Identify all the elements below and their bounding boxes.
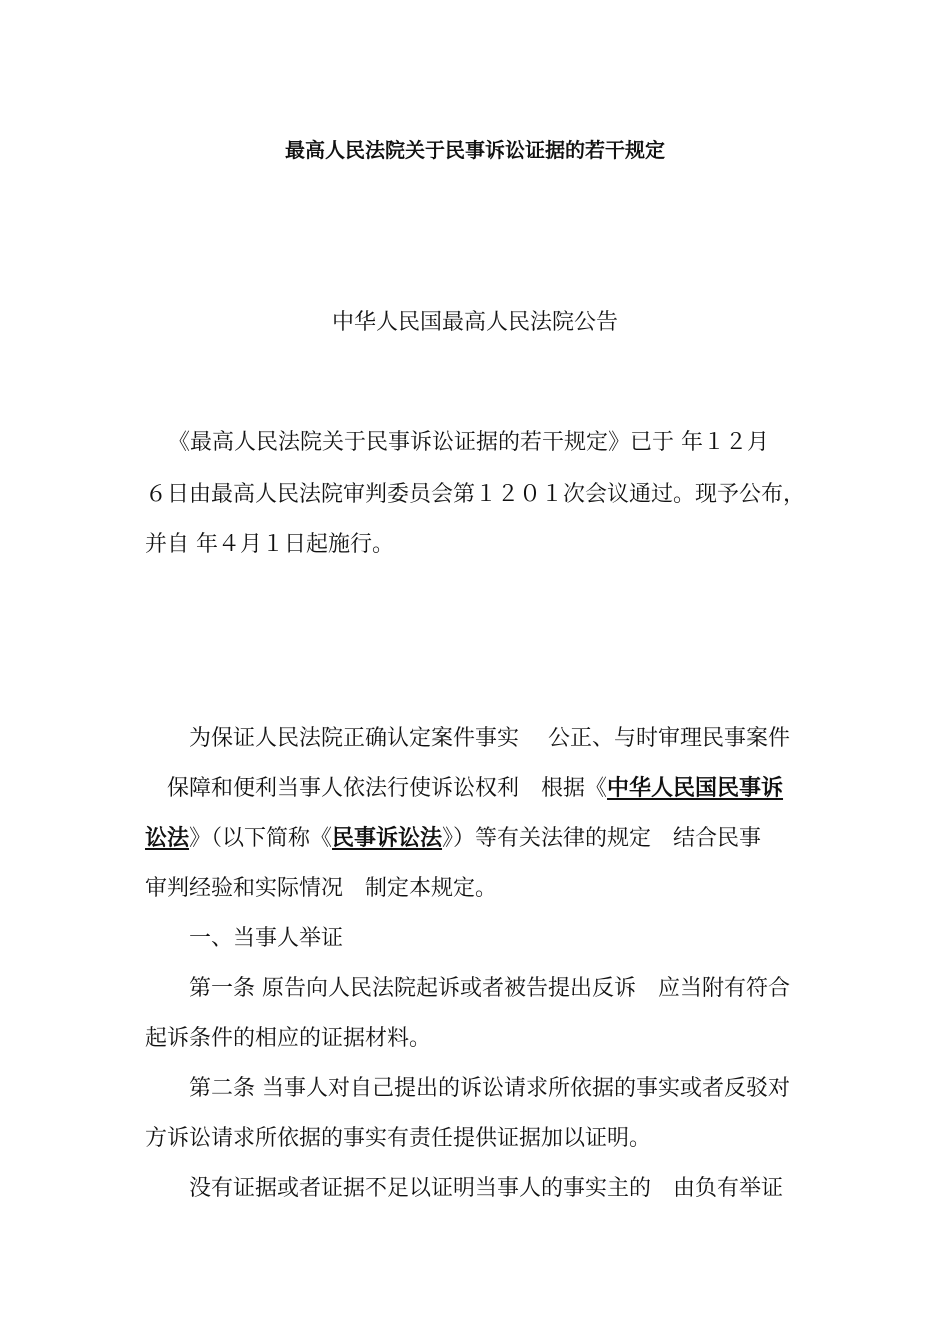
paragraph-line: 没有证据或者证据不足以证明当事人的事实主的 由负有举证	[189, 1176, 784, 1201]
announcement-line: ６日由最高人民法院审判委员会第１２０１次会议通过。现予公布，	[145, 482, 806, 507]
document-title: 最高人民法院关于民事诉讼证据的若干规定	[285, 138, 665, 162]
preamble-text: 保障和便利当事人依法行使诉讼权利 根据《	[145, 776, 608, 801]
announcement-heading: 中华人民国最高人民法院公告	[331, 310, 618, 335]
section-heading: 一、当事人举证	[189, 926, 344, 951]
preamble-line: 审判经验和实际情况 制定本规定。	[145, 876, 498, 901]
civil-procedure-law-link[interactable]: 中华人民国民事诉	[607, 776, 784, 801]
article-line: 方诉讼请求所依据的事实有责任提供证据加以证明。	[145, 1126, 652, 1151]
announcement-line: 《最高人民法院关于民事诉讼证据的若干规定》已于 年１２月	[168, 430, 769, 455]
article-line: 第一条 原告向人民法院起诉或者被告提出反诉 应当附有符合	[189, 976, 790, 1001]
announcement-line: 并自 年４月１日起施行。	[145, 532, 394, 557]
preamble-text: 》）等有关法律的规定 结合民事	[442, 826, 762, 851]
article-line: 起诉条件的相应的证据材料。	[145, 1026, 432, 1051]
preamble-line	[145, 778, 783, 800]
article-line: 第二条 当事人对自己提出的诉讼请求所依据的事实或者反驳对	[189, 1076, 790, 1101]
civil-procedure-law-link[interactable]: 讼法	[145, 826, 190, 851]
preamble-line: 为保证人民法院正确认定案件事实 公正、与时审理民事案件	[189, 726, 790, 751]
civil-procedure-law-short-link[interactable]: 民事诉讼法	[332, 826, 443, 851]
preamble-line	[145, 828, 761, 850]
preamble-text: 》（以下简称《	[189, 826, 333, 851]
